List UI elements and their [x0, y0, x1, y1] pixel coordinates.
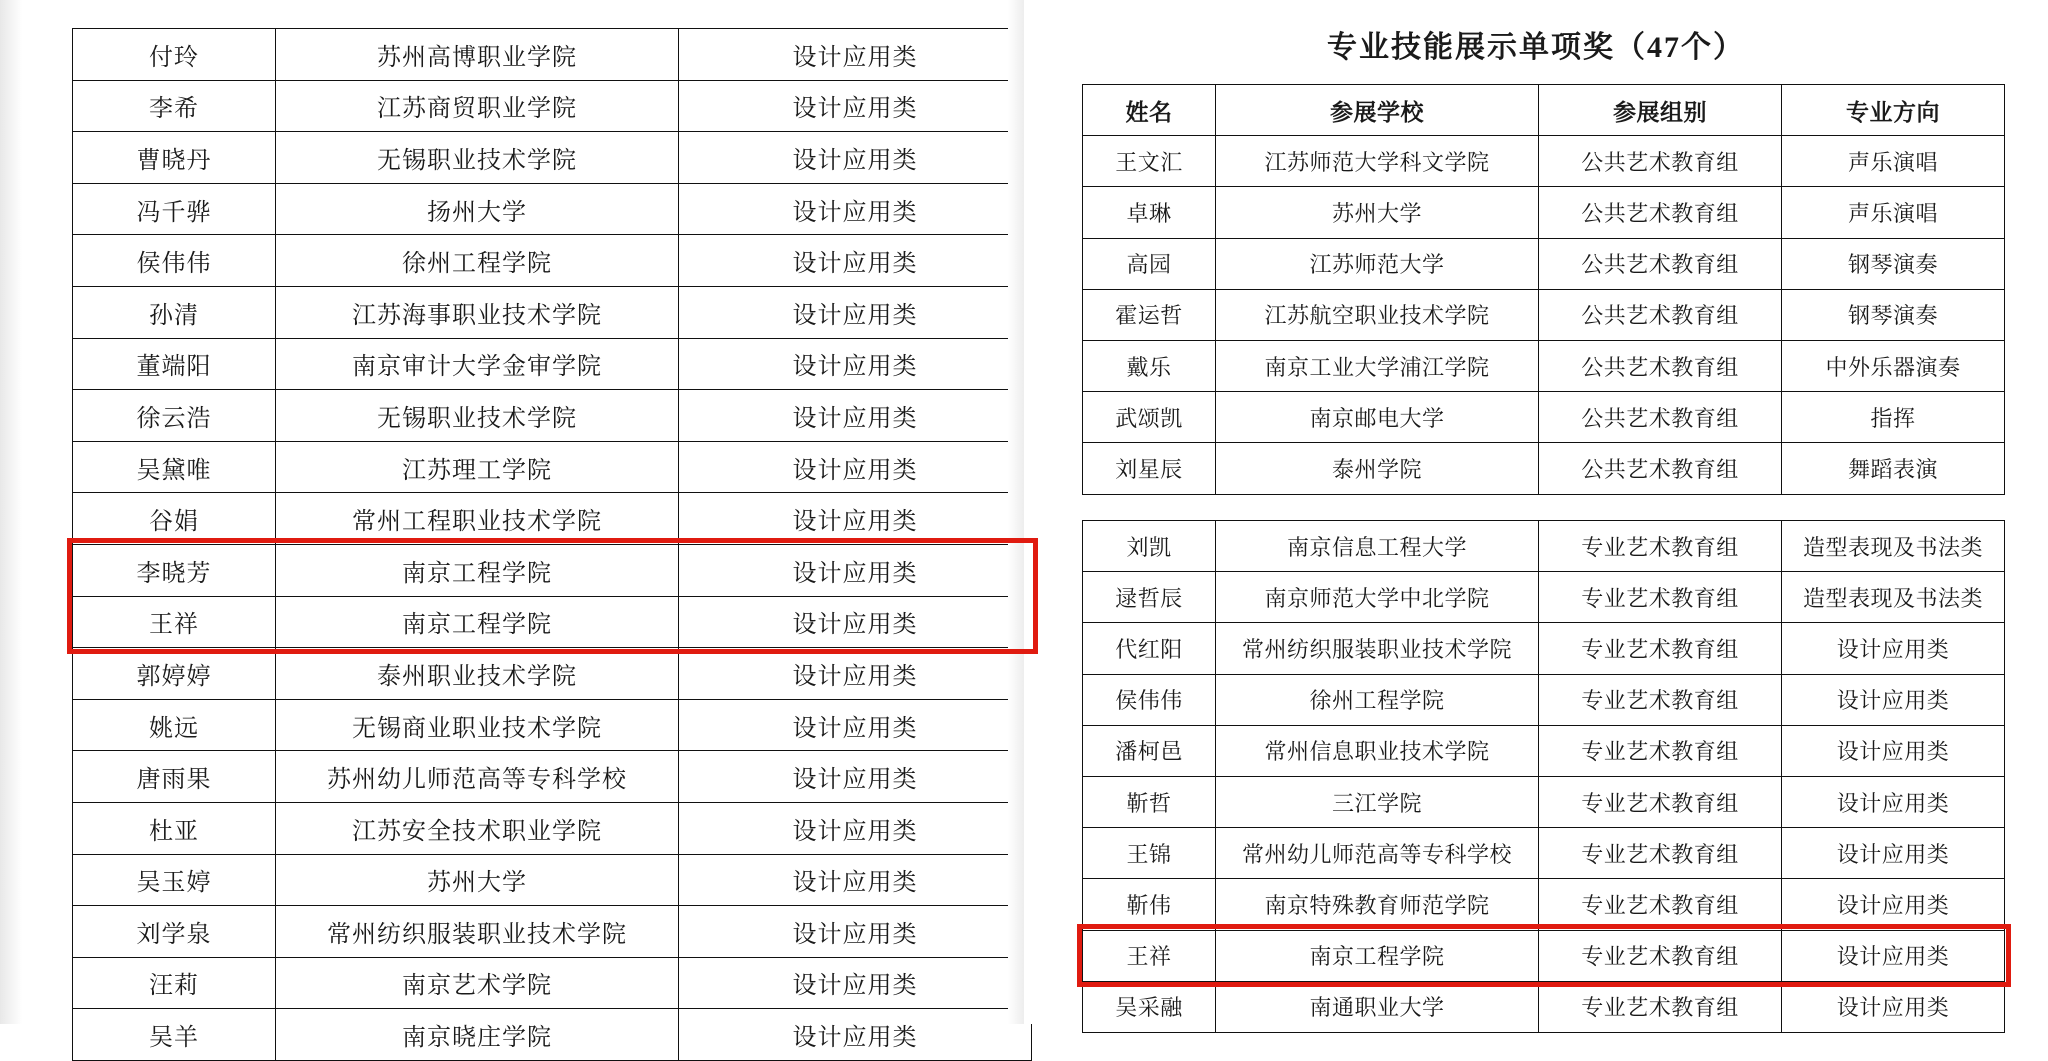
cell-school: 南京晓庄学院	[276, 1009, 679, 1061]
table-row	[73, 854, 1032, 906]
cell-name: 董端阳	[73, 338, 276, 390]
cell-name: 高园	[1083, 238, 1216, 289]
cell-school: 南京审计大学金审学院	[276, 338, 679, 390]
cell-name: 汪莉	[73, 957, 276, 1009]
cell-major: 声乐演唱	[1782, 187, 2005, 238]
cell-group: 公共艺术教育组	[1539, 238, 1782, 289]
cell-school: 苏州高博职业学院	[276, 29, 679, 81]
cell-school: 南京信息工程大学	[1216, 521, 1539, 572]
cell-name: 潘柯邑	[1083, 725, 1216, 776]
cell-name: 李晓芳	[73, 544, 276, 596]
table-row	[73, 751, 1032, 803]
table-row	[73, 235, 1032, 287]
cell-school: 徐州工程学院	[276, 235, 679, 287]
table-row	[1083, 443, 2005, 494]
table-row	[1083, 521, 2005, 572]
left-award-table	[72, 28, 1032, 1061]
cell-major: 声乐演唱	[1782, 136, 2005, 187]
cell-group: 专业艺术教育组	[1539, 930, 1782, 981]
cell-name: 靳哲	[1083, 776, 1216, 827]
table-row	[73, 132, 1032, 184]
table-row	[1083, 674, 2005, 725]
table-row	[73, 441, 1032, 493]
table-row	[73, 80, 1032, 132]
cell-school: 江苏理工学院	[276, 441, 679, 493]
cell-school: 无锡职业技术学院	[276, 390, 679, 442]
cell-major: 设计应用类	[1782, 623, 2005, 674]
cell-group: 公共艺术教育组	[1539, 443, 1782, 494]
cell-school: 苏州大学	[1216, 187, 1539, 238]
cell-name: 逯哲辰	[1083, 572, 1216, 623]
cell-group: 专业艺术教育组	[1539, 623, 1782, 674]
cell-major: 设计应用类	[679, 1009, 1032, 1061]
table-row	[1083, 879, 2005, 930]
cell-school: 无锡职业技术学院	[276, 132, 679, 184]
cell-school: 常州信息职业技术学院	[1216, 725, 1539, 776]
cell-school: 三江学院	[1216, 776, 1539, 827]
table-row	[1083, 623, 2005, 674]
page-title: 专业技能展示单项奖（47个）	[1327, 31, 1745, 64]
cell-name: 吴采融	[1083, 981, 1216, 1032]
cell-major: 设计应用类	[679, 338, 1032, 390]
cell-major: 设计应用类	[679, 648, 1032, 700]
cell-major: 设计应用类	[1782, 725, 2005, 776]
table-row	[73, 648, 1032, 700]
cell-major: 设计应用类	[679, 132, 1032, 184]
table-row	[73, 544, 1032, 596]
professional-art-education-table	[1082, 520, 2005, 1033]
table-row	[1083, 930, 2005, 981]
cell-name: 杜亚	[73, 802, 276, 854]
cell-group: 公共艺术教育组	[1539, 289, 1782, 340]
table-row	[73, 699, 1032, 751]
cell-school: 苏州大学	[276, 854, 679, 906]
cell-major: 设计应用类	[679, 441, 1032, 493]
cell-major: 设计应用类	[679, 854, 1032, 906]
cell-school: 泰州职业技术学院	[276, 648, 679, 700]
table-row	[73, 957, 1032, 1009]
professional-art-table-body	[1083, 521, 2005, 1033]
cell-school: 江苏师范大学	[1216, 238, 1539, 289]
cell-school: 江苏商贸职业学院	[276, 80, 679, 132]
cell-major: 设计应用类	[679, 906, 1032, 958]
cell-name: 靳伟	[1083, 879, 1216, 930]
table-row	[1083, 340, 2005, 391]
cell-major: 中外乐器演奏	[1782, 340, 2005, 391]
table-row	[73, 493, 1032, 545]
cell-school: 南京工业大学浦江学院	[1216, 340, 1539, 391]
cell-major: 造型表现及书法类	[1782, 521, 2005, 572]
table-row	[1083, 289, 2005, 340]
cell-major: 钢琴演奏	[1782, 238, 2005, 289]
column-header-name: 姓名	[1083, 85, 1216, 136]
cell-group: 专业艺术教育组	[1539, 776, 1782, 827]
table-header-row	[1083, 85, 2005, 136]
cell-major: 设计应用类	[679, 544, 1032, 596]
column-header-group: 参展组别	[1539, 85, 1782, 136]
cell-major: 设计应用类	[679, 802, 1032, 854]
cell-school: 扬州大学	[276, 183, 679, 235]
cell-major: 设计应用类	[679, 596, 1032, 648]
cell-major: 设计应用类	[679, 390, 1032, 442]
cell-school: 无锡商业职业技术学院	[276, 699, 679, 751]
cell-school: 南京艺术学院	[276, 957, 679, 1009]
cell-group: 专业艺术教育组	[1539, 828, 1782, 879]
cell-group: 公共艺术教育组	[1539, 136, 1782, 187]
cell-school: 南京工程学院	[1216, 930, 1539, 981]
cell-school: 南京工程学院	[276, 596, 679, 648]
column-header-major: 专业方向	[1782, 85, 2005, 136]
cell-school: 常州幼儿师范高等专科学校	[1216, 828, 1539, 879]
cell-name: 李希	[73, 80, 276, 132]
cell-name: 王文汇	[1083, 136, 1216, 187]
cell-major: 设计应用类	[1782, 674, 2005, 725]
cell-major: 设计应用类	[1782, 828, 2005, 879]
cell-school: 苏州幼儿师范高等专科学校	[276, 751, 679, 803]
cell-major: 设计应用类	[1782, 930, 2005, 981]
cell-school: 江苏海事职业技术学院	[276, 286, 679, 338]
cell-major: 舞蹈表演	[1782, 443, 2005, 494]
cell-major: 设计应用类	[679, 699, 1032, 751]
cell-group: 公共艺术教育组	[1539, 340, 1782, 391]
table-row	[73, 183, 1032, 235]
cell-school: 南通职业大学	[1216, 981, 1539, 1032]
page-middle-edge	[1008, 0, 1024, 1024]
cell-school: 南京邮电大学	[1216, 392, 1539, 443]
cell-group: 专业艺术教育组	[1539, 725, 1782, 776]
cell-name: 吴羊	[73, 1009, 276, 1061]
cell-school: 常州纺织服装职业技术学院	[276, 906, 679, 958]
left-table-body	[73, 29, 1032, 1061]
table-row	[1083, 776, 2005, 827]
cell-name: 刘凯	[1083, 521, 1216, 572]
cell-group: 专业艺术教育组	[1539, 572, 1782, 623]
cell-name: 王祥	[73, 596, 276, 648]
table-row	[73, 906, 1032, 958]
table-row	[1083, 725, 2005, 776]
right-table-header	[1083, 85, 2005, 136]
cell-name: 姚远	[73, 699, 276, 751]
cell-school: 徐州工程学院	[1216, 674, 1539, 725]
cell-school: 江苏安全技术职业学院	[276, 802, 679, 854]
cell-major: 指挥	[1782, 392, 2005, 443]
cell-name: 谷娟	[73, 493, 276, 545]
table-row	[1083, 828, 2005, 879]
cell-name: 唐雨果	[73, 751, 276, 803]
cell-major: 设计应用类	[1782, 981, 2005, 1032]
cell-school: 南京工程学院	[276, 544, 679, 596]
cell-name: 冯千骅	[73, 183, 276, 235]
cell-major: 设计应用类	[679, 235, 1032, 287]
cell-major: 设计应用类	[1782, 879, 2005, 930]
cell-name: 戴乐	[1083, 340, 1216, 391]
cell-major: 设计应用类	[679, 80, 1032, 132]
cell-major: 设计应用类	[679, 751, 1032, 803]
cell-group: 专业艺术教育组	[1539, 879, 1782, 930]
cell-name: 卓琳	[1083, 187, 1216, 238]
cell-name: 刘学泉	[73, 906, 276, 958]
cell-name: 王锦	[1083, 828, 1216, 879]
cell-school: 江苏航空职业技术学院	[1216, 289, 1539, 340]
cell-school: 江苏师范大学科文学院	[1216, 136, 1539, 187]
cell-major: 设计应用类	[679, 286, 1032, 338]
cell-school: 南京特殊教育师范学院	[1216, 879, 1539, 930]
cell-name: 霍运哲	[1083, 289, 1216, 340]
table-row	[1083, 572, 2005, 623]
table-row	[73, 390, 1032, 442]
page-left-edge	[0, 0, 22, 1024]
cell-school: 泰州学院	[1216, 443, 1539, 494]
left-document-pane	[0, 0, 1024, 1052]
cell-name: 侯伟伟	[1083, 674, 1216, 725]
cell-group: 公共艺术教育组	[1539, 187, 1782, 238]
cell-name: 代红阳	[1083, 623, 1216, 674]
cell-name: 付玲	[73, 29, 276, 81]
table-row	[73, 802, 1032, 854]
cell-name: 曹晓丹	[73, 132, 276, 184]
cell-school: 南京师范大学中北学院	[1216, 572, 1539, 623]
cell-name: 徐云浩	[73, 390, 276, 442]
right-document-pane	[1024, 0, 2048, 1024]
table-row	[73, 1009, 1032, 1061]
column-header-school: 参展学校	[1216, 85, 1539, 136]
cell-major: 设计应用类	[1782, 776, 2005, 827]
cell-school: 常州工程职业技术学院	[276, 493, 679, 545]
public-art-education-table	[1082, 84, 2005, 495]
table-row	[1083, 981, 2005, 1032]
table-row	[73, 338, 1032, 390]
cell-name: 刘星辰	[1083, 443, 1216, 494]
cell-name: 武颂凯	[1083, 392, 1216, 443]
cell-group: 专业艺术教育组	[1539, 674, 1782, 725]
cell-name: 吴玉婷	[73, 854, 276, 906]
cell-major: 设计应用类	[679, 493, 1032, 545]
cell-name: 王祥	[1083, 930, 1216, 981]
table-row	[73, 596, 1032, 648]
cell-name: 侯伟伟	[73, 235, 276, 287]
cell-name: 孙清	[73, 286, 276, 338]
cell-group: 专业艺术教育组	[1539, 981, 1782, 1032]
cell-name: 吴黛唯	[73, 441, 276, 493]
table-row	[1083, 392, 2005, 443]
public-art-table-body	[1083, 136, 2005, 494]
cell-name: 郭婷婷	[73, 648, 276, 700]
cell-school: 常州纺织服装职业技术学院	[1216, 623, 1539, 674]
cell-group: 公共艺术教育组	[1539, 392, 1782, 443]
table-row	[73, 286, 1032, 338]
cell-group: 专业艺术教育组	[1539, 521, 1782, 572]
cell-major: 钢琴演奏	[1782, 289, 2005, 340]
cell-major: 设计应用类	[679, 183, 1032, 235]
table-row	[73, 29, 1032, 81]
table-row	[1083, 136, 2005, 187]
cell-major: 造型表现及书法类	[1782, 572, 2005, 623]
table-row	[1083, 238, 2005, 289]
cell-major: 设计应用类	[679, 957, 1032, 1009]
table-row	[1083, 187, 2005, 238]
cell-major: 设计应用类	[679, 29, 1032, 81]
